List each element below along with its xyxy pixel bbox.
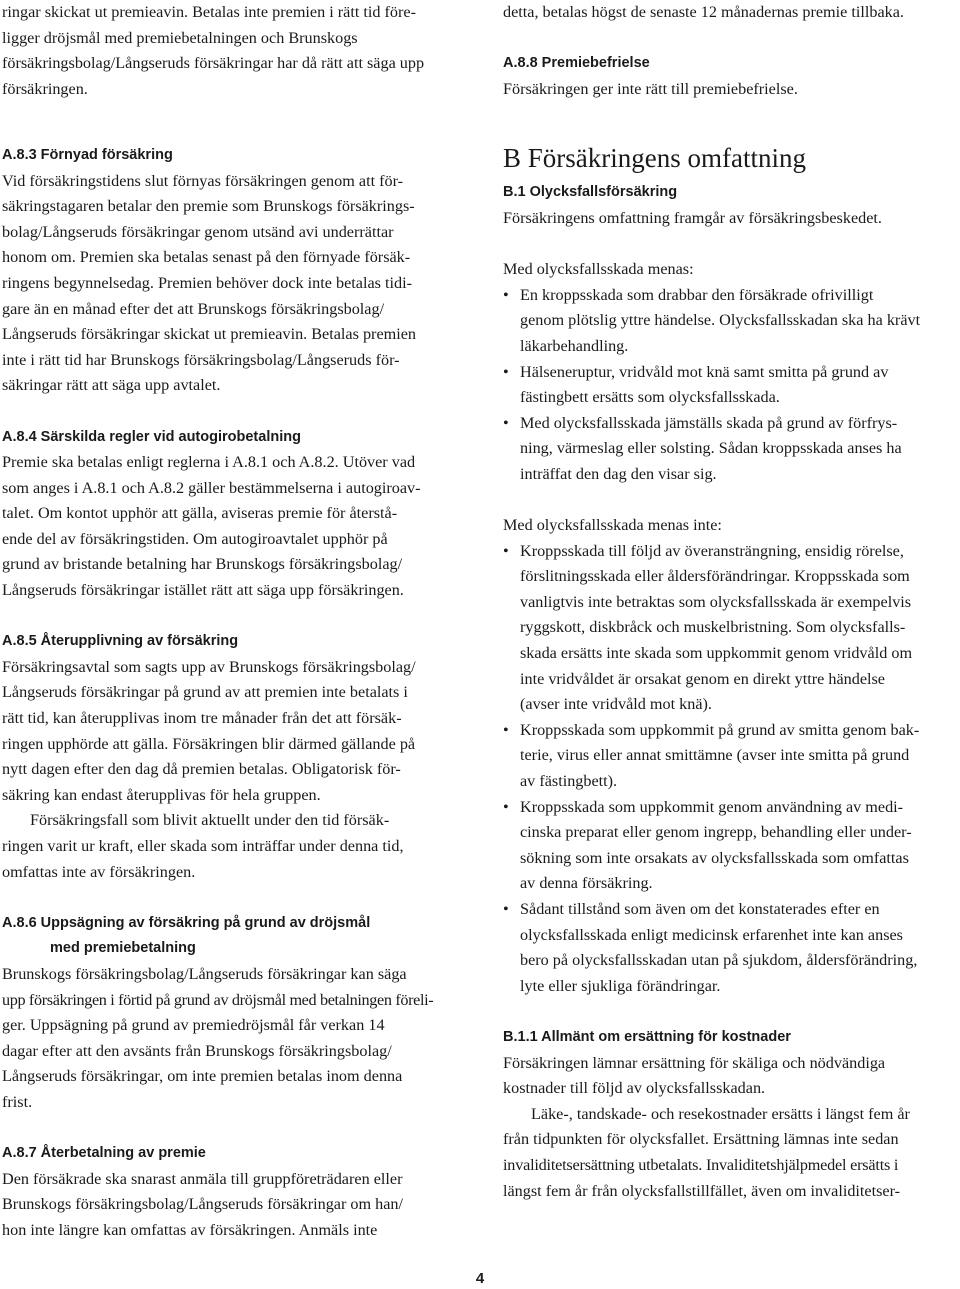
text-line: bero på olycksfallsskadan utan på sjukdom, åldersförändring, <box>520 951 918 970</box>
bullet-icon: • <box>503 797 509 816</box>
text-line: Hälseneruptur, vridvåld mot knä samt smitta på grund av <box>520 362 889 381</box>
bullet-icon: • <box>503 362 509 381</box>
text-line: Försäkringen lämnar ersättning för skäliga och nödvändiga <box>503 1053 886 1072</box>
text-line: (avser inte vridvåld mot knä). <box>520 695 712 714</box>
section-heading: A.8.7 Återbetalning av premie <box>2 1145 206 1162</box>
text-line: ringar skickat ut premieavin. Betalas inte premien i rätt tid före- <box>2 3 416 21</box>
left-column <box>2 0 464 1244</box>
text-line: Kroppsskada som uppkommit genom användning av medi- <box>520 797 904 816</box>
text-line: kostnader till följd av olycksfallsskadan. <box>503 1079 766 1098</box>
text-line: omfattas inte av försäkringen. <box>2 862 196 881</box>
text-line: försäkringsbolag/Långseruds försäkringar har då rätt att säga upp <box>2 54 425 73</box>
bullet-icon: • <box>503 413 509 432</box>
bullet-icon: • <box>503 285 509 304</box>
text-line: inte vridvåldet är orsakat genom en direkt yttre händelse <box>520 669 885 688</box>
menas-list <box>503 257 958 487</box>
section-heading: A.8.5 Återupplivning av försäkring <box>2 633 239 650</box>
list-item <box>503 718 958 795</box>
text-line: Sådant tillstånd som även om det konstaterades efter en <box>520 900 880 918</box>
bullet-icon: • <box>503 900 509 918</box>
section-a85 <box>2 629 464 885</box>
section-heading: A.8.6 Uppsägning av försäkring på grund av dröjsmål <box>2 914 371 931</box>
text-line: försäkringen. <box>2 79 88 98</box>
section-a86 <box>2 911 464 1116</box>
list-item <box>503 897 958 999</box>
text-line: honom om. Premien ska betalas senast på den förnyade försäk- <box>2 248 411 267</box>
text-line: Premie ska betalas enligt reglerna i A.8.1 och A.8.2. Utöver vad <box>2 453 416 472</box>
text-line: förslitningsskada eller åldersförändringar. Kroppsskada som <box>520 567 910 586</box>
section-b11 <box>503 1025 958 1204</box>
text-line: ryggskott, diskbråck och muskelbristning. Som olycksfalls- <box>520 618 906 637</box>
text-line: hon inte längre kan omfattas av försäkringen. Anmäls inte <box>2 1220 378 1239</box>
text-line: terie, virus eller annat smittämne (avser inte smitta på grund <box>520 746 910 765</box>
text-line: ger. Uppsägning på grund av premiedröjsmål får verkan 14 <box>2 1016 385 1035</box>
text-line: säkringstagaren betalar den premie som Brunskogs försäkrings- <box>2 197 415 216</box>
menas-inte-list <box>503 513 958 999</box>
text-line: Vid försäkringstidens slut förnyas försäkringen genom att för- <box>2 171 404 190</box>
text-line: av denna försäkring. <box>520 874 653 893</box>
text-line: Långseruds försäkringar, om inte premien betalas inom denna <box>2 1067 403 1086</box>
text-line: Läke-, tandskade- och resekostnader ersätts i längst fem år <box>531 1104 910 1123</box>
list-label: Med olycksfallsskada menas inte: <box>503 516 722 535</box>
text-line: vanligtvis inte betraktas som olycksfallsskada är exempelvis <box>520 592 912 611</box>
right-column <box>503 0 958 1204</box>
list-item <box>503 283 958 360</box>
text-line: En kroppsskada som drabbar den försäkrade ofrivilligt <box>520 285 874 304</box>
text-line: Långseruds försäkringar skickat ut premieavin. Betalas premien <box>2 325 416 344</box>
list-item <box>503 795 958 897</box>
bullet-icon: • <box>503 541 509 560</box>
list-item <box>503 411 958 488</box>
section-heading: B.1.1 Allmänt om ersättning för kostnader <box>503 1028 791 1045</box>
section-b1 <box>503 180 958 231</box>
text-line: upp försäkringen i förtid på grund av dröjsmål med betalningen föreli- <box>2 990 434 1009</box>
section-heading: A.8.4 Särskilda regler vid autogirobetalning <box>2 428 301 445</box>
list-item <box>503 539 958 718</box>
text-line: ende del av försäkringstiden. Om autogiroavtalet upphör på <box>2 529 388 548</box>
text-line: från tidpunkten för olycksfallet. Ersättning lämnas inte sedan <box>503 1130 899 1149</box>
section-a88-content <box>503 26 958 103</box>
page-number: 4 <box>475 1270 485 1287</box>
text-line: lyte eller sjukliga förändringar. <box>520 976 721 995</box>
text-line: säkring kan endast återupplivas för hela gruppen. <box>2 785 321 804</box>
text-line: Långseruds försäkringar på grund av att premien inte betalats i <box>2 683 408 702</box>
section-heading: A.8.8 Premiebefrielse <box>503 55 650 72</box>
text-line: talet. Om kontot upphör att gälla, aviseras premie för återstå- <box>2 504 398 523</box>
text-line: sökning som inte orsakats av olycksfallsskada som omfattas <box>520 848 909 867</box>
bullet-icon: • <box>503 720 509 739</box>
text-line: olycksfallsskada enligt medicinsk erfarenhet inte kan anses <box>520 925 903 944</box>
text-line: Försäkringen ger inte rätt till premiebefrielse. <box>503 79 798 98</box>
text-line: av fästingbett). <box>520 772 618 791</box>
text-line: Kroppsskada till följd av överansträngning, ensidig rörelse, <box>520 541 904 560</box>
text-line: cinska preparat eller genom ingrepp, behandling eller under- <box>520 823 912 842</box>
text-line: dagar efter att den avsänts från Brunskogs försäkringsbolag/ <box>2 1041 392 1060</box>
text-line: Långseruds försäkringar istället rätt att säga upp försäkringen. <box>2 581 404 600</box>
text-line: läkarbehandling. <box>520 336 629 355</box>
text-line: som anges i A.8.1 och A.8.2 gäller bestämmelserna i autogiroav- <box>2 478 421 497</box>
section-a84 <box>2 425 464 604</box>
text-line: ning, värmeslag eller solsting. Sådan kroppsskada anses ha <box>520 439 902 458</box>
text-line: ringen varit ur kraft, eller skada som inträffar under denna tid, <box>2 837 404 855</box>
section-a87 <box>2 1141 464 1243</box>
chapter-heading: B Försäkringens omfattning <box>503 143 806 174</box>
text-line: Den försäkrade ska snarast anmäla till gruppföreträdaren eller <box>2 1169 403 1188</box>
text-line: inträffat den dag den visar sig. <box>520 464 717 483</box>
text-line: nytt dagen efter den dag då premien betalas. Obligatorisk för- <box>2 760 401 779</box>
text-line: säkringar rätt att säga upp avtalet. <box>2 376 221 395</box>
intro-paragraph <box>2 0 464 102</box>
text-line: Med olycksfallsskada jämställs skada på grund av förfrys- <box>520 413 898 432</box>
text-line: bolag/Långseruds försäkringar genom utsänd avi underrättar <box>2 222 394 241</box>
section-heading-continued: med premiebetalning <box>50 940 196 957</box>
text-line: längst fem år från olycksfallstillfället, även om invaliditetser- <box>503 1181 901 1200</box>
text-line: skada ersätts inte skada som uppkommit genom vridvåld om <box>520 644 913 663</box>
text-line: grund av bristande betalning har Brunskogs försäkringsbolag/ <box>2 555 403 574</box>
text-line: Försäkringsfall som blivit aktuellt under den tid försäk- <box>30 811 390 830</box>
text-line: Försäkringens omfattning framgår av försäkringsbeskedet. <box>503 208 882 227</box>
text-line: inte i rätt tid har Brunskogs försäkringsbolag/Långseruds för- <box>2 350 400 369</box>
text-line: ringen upphörde att gälla. Försäkringen blir därmed gällande på <box>2 734 416 753</box>
text-line: detta, betalas högst de senaste 12 månadernas premie tillbaka. <box>503 3 904 21</box>
text-line: fästingbett ersätts som olycksfallsskada. <box>520 388 780 407</box>
text-line: genom plötslig yttre händelse. Olycksfallsskadan ska ha krävt <box>520 311 921 330</box>
text-line: ligger dröjsmål med premiebetalningen och Brunskogs <box>2 28 358 47</box>
text-line: Kroppsskada som uppkommit på grund av smitta genom bak- <box>520 720 920 739</box>
text-line: gare än en månad efter det att Brunskogs försäkringsbolag/ <box>2 299 385 318</box>
text-line: rätt tid, kan återupplivas inom tre månader från det att försäk- <box>2 709 402 728</box>
list-item <box>503 360 958 411</box>
text-line: Försäkringsavtal som sagts upp av Brunskogs försäkringsbolag/ <box>2 657 416 676</box>
section-a83 <box>2 143 464 399</box>
text-line: Brunskogs försäkringsbolag/Långseruds försäkringar kan säga <box>2 964 407 983</box>
text-line: ringens begynnelsedag. Premien behöver dock inte betalas tidi- <box>2 273 412 292</box>
text-line: Brunskogs försäkringsbolag/Långseruds försäkringar om han/ <box>2 1195 404 1214</box>
text-line: invaliditetsersättning utbetalats. Invaliditetshjälpmedel ersätts i <box>503 1155 899 1174</box>
section-heading: A.8.3 Förnyad försäkring <box>2 146 173 163</box>
section-heading: B.1 Olycksfallsförsäkring <box>503 184 678 201</box>
list-label: Med olycksfallsskada menas: <box>503 260 694 279</box>
text-line: frist. <box>2 1092 33 1111</box>
